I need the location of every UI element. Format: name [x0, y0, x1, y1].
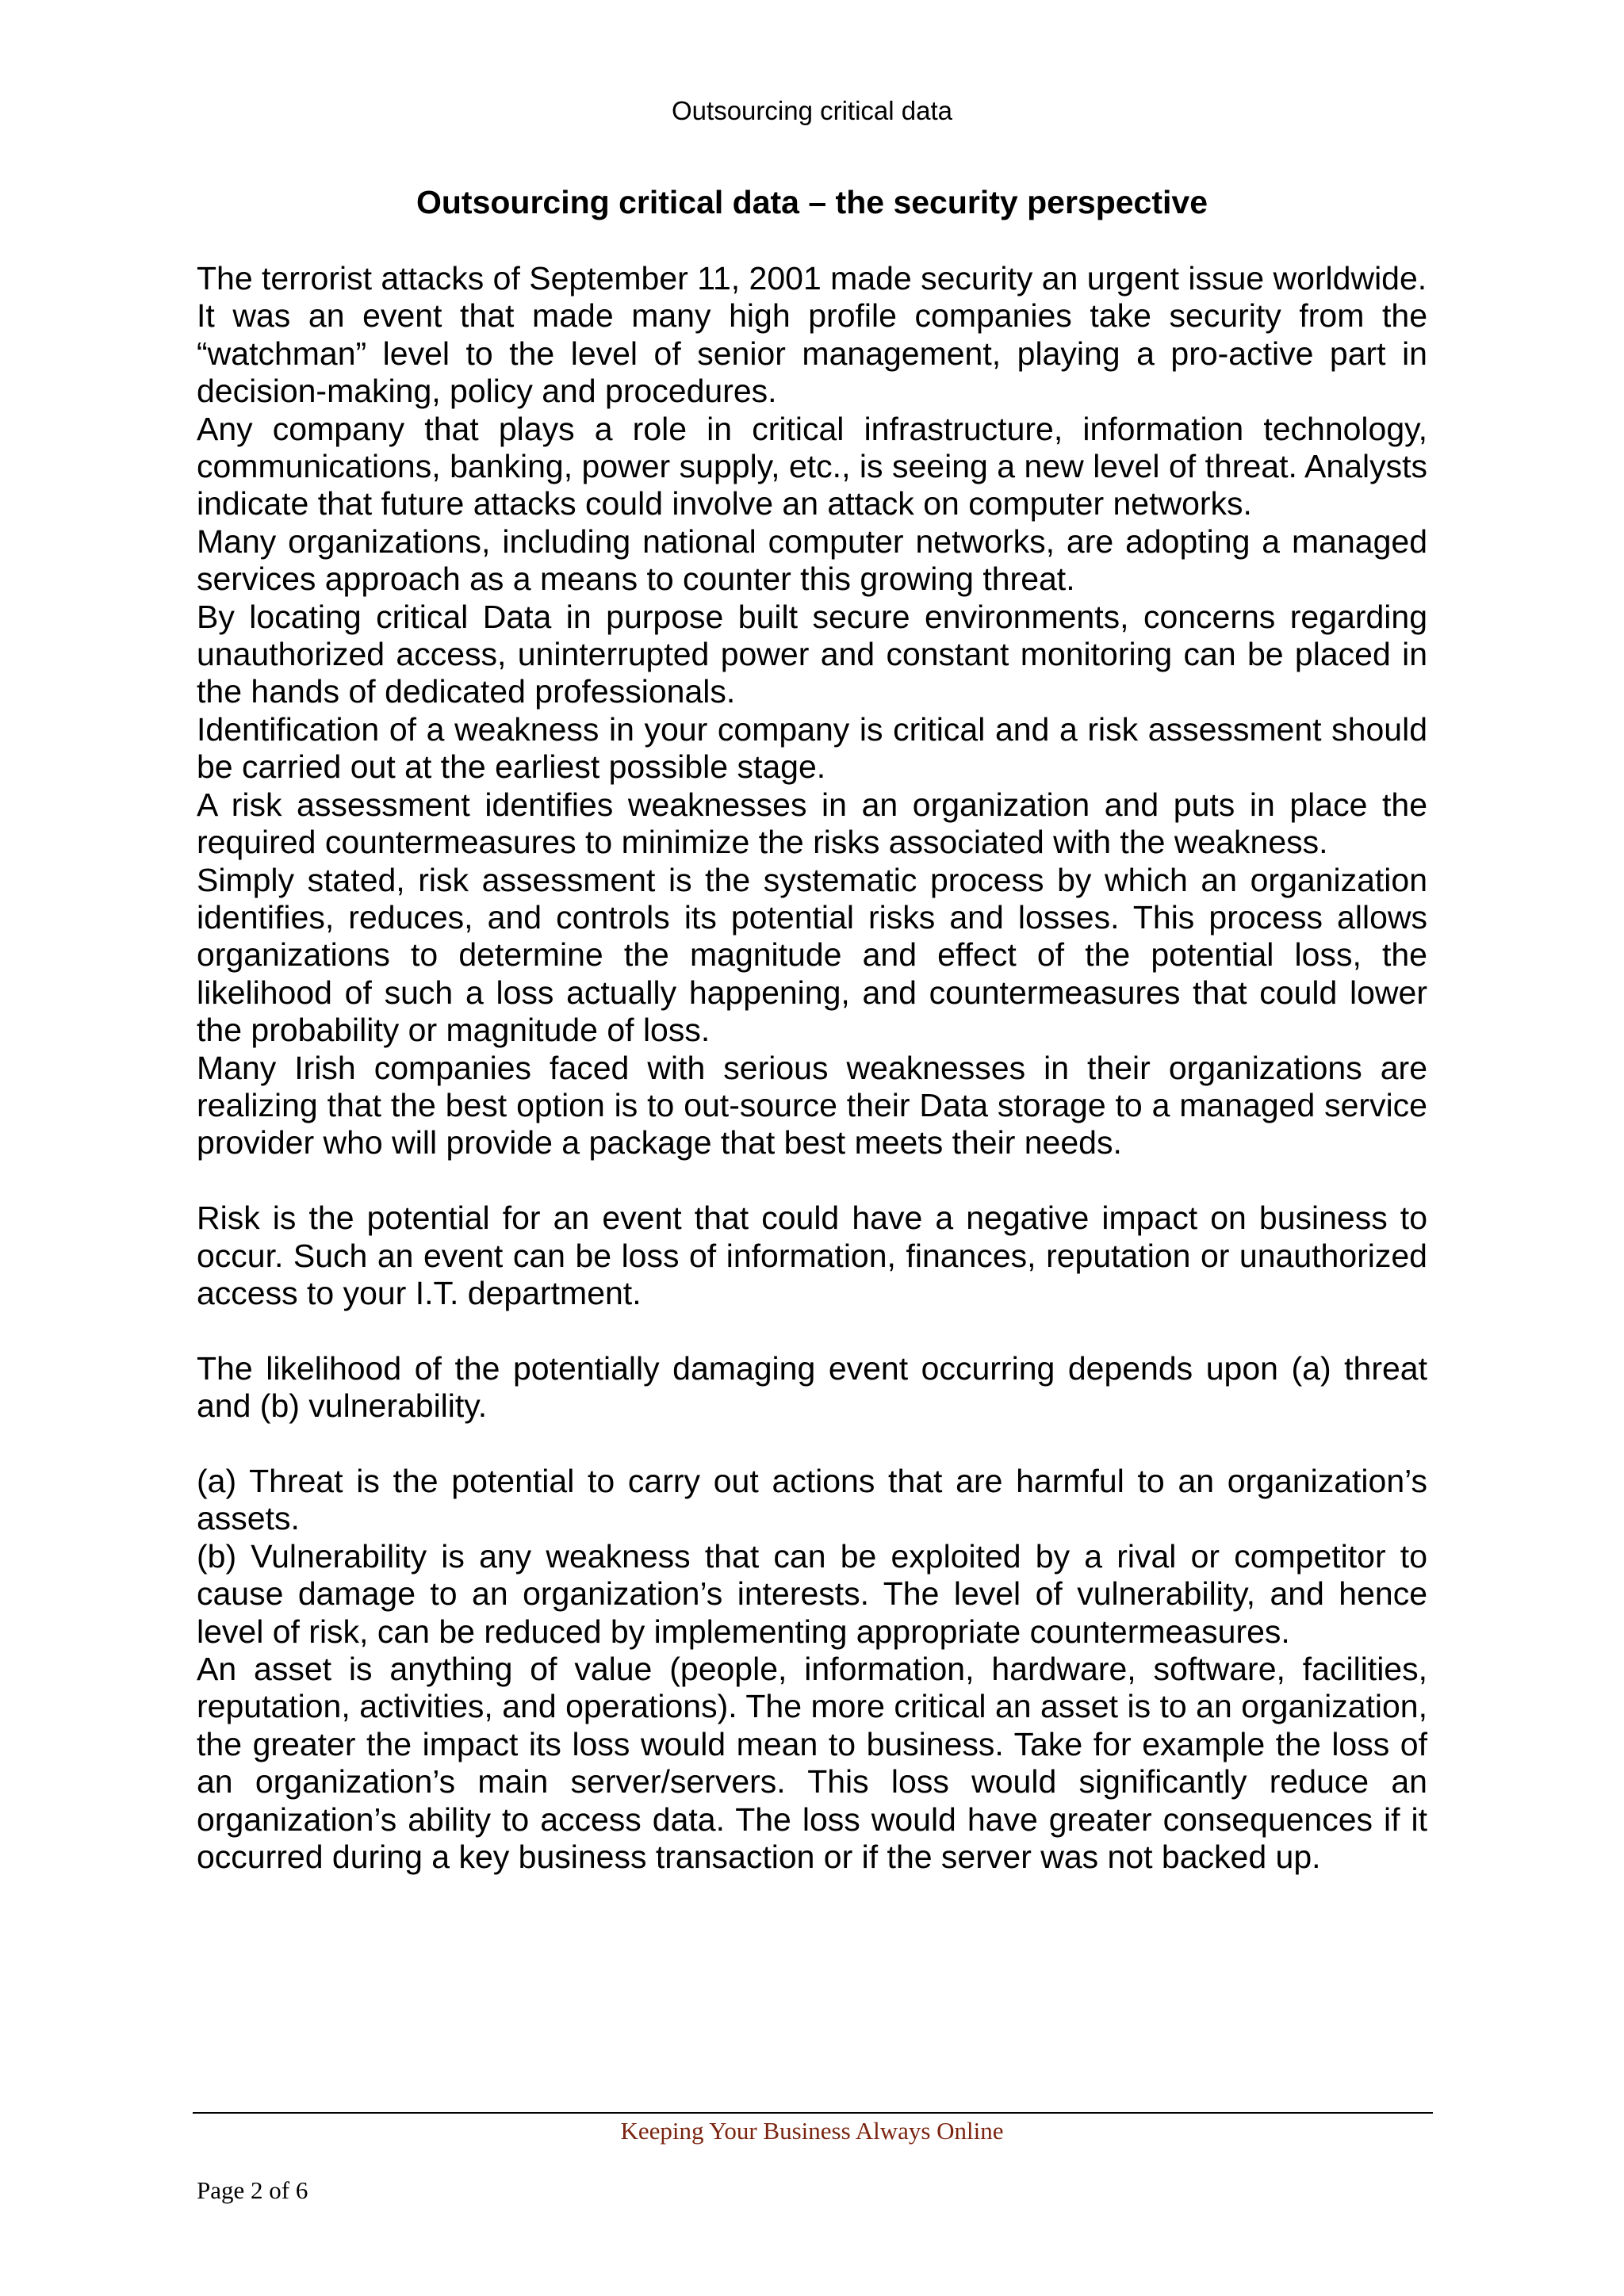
paragraph-managed-services: Many organizations, including national computer networks, are adopting a managed services approach as a means to counter this growing threat.: [197, 522, 1427, 598]
paragraph-likelihood: The likelihood of the potentially damaging event occurring depends upon (a) threat and (b) vulnerability.: [197, 1349, 1427, 1425]
paragraph-identification-weakness: Identification of a weakness in your company is critical and a risk assessment should be carried out at the earliest possible stage.: [197, 710, 1427, 786]
paragraph-risk-definition: Risk is the potential for an event that could have a negative impact on business to occur. Such an event can be loss of information, finances, reputation or unauthorized access to your I.T. department.: [197, 1200, 1427, 1311]
paragraph-asset: An asset is anything of value (people, information, hardware, software, facilities, reputation, activities, and operations). The more critical an asset is to an organization, the greater the impact its loss would mean to business. Take for example the loss of an organization’s main server/servers. This loss would significantly reduce an organization’s ability to access data. The loss would have greater consequences if it occurred during a key business transaction or if the server was not backed up.: [197, 1650, 1427, 1876]
paragraph-risk-assessment: A risk assessment identifies weaknesses in an organization and puts in place the required countermeasures to minimize the risks associated with the weakness.: [197, 786, 1427, 861]
paragraph-critical-infrastructure: Any company that plays a role in critical infrastructure, information technology, communications, banking, power supply, etc., is seeing a new level of threat. Analysts indicate that future attacks could involve an attack on computer networks.: [197, 410, 1427, 522]
paragraph-vulnerability: (b) Vulnerability is any weakness that can be exploited by a rival or competitor to cause damage to an organization’s interests. The level of vulnerability, and hence level of risk, can be reduced by implementing appropriate countermeasures.: [197, 1537, 1427, 1650]
running-header: Outsourcing critical data: [672, 96, 952, 125]
paragraph-irish-companies: Many Irish companies faced with serious weaknesses in their organizations are realizing that the best option is to out-source their Data storage to a managed service provider who will provide a package that best meets their needs.: [197, 1049, 1427, 1161]
footer-divider: [193, 2112, 1433, 2114]
paragraph-threat: (a) Threat is the potential to carry out actions that are harmful to an organization’s assets.: [197, 1462, 1427, 1537]
document-title: Outsourcing critical data – the security perspective: [416, 184, 1208, 220]
page-number: Page 2 of 6: [197, 2176, 308, 2204]
footer-tagline: Keeping Your Business Always Online: [620, 2117, 1004, 2145]
document-body: [197, 260, 1427, 1876]
paragraph-september-11: The terrorist attacks of September 11, 2001 made security an urgent issue worldwide.: [197, 260, 1427, 297]
paragraph-secure-environments: By locating critical Data in purpose built secure environments, concerns regarding unauthorized access, uninterrupted power and constant monitoring can be placed in the hands of dedicated professionals.: [197, 598, 1427, 710]
paragraph-senior-management: It was an event that made many high profile companies take security from the “watchman” level to the level of senior management, playing a pro-active part in decision-making, policy and procedures.: [197, 297, 1427, 410]
paragraph-risk-assessment-definition: Simply stated, risk assessment is the systematic process by which an organization identifies, reduces, and controls its potential risks and losses. This process allows organizations to determine the magnitude and effect of the potential loss, the likelihood of such a loss actually happening, and countermeasures that could lower the probability or magnitude of loss.: [197, 861, 1427, 1049]
